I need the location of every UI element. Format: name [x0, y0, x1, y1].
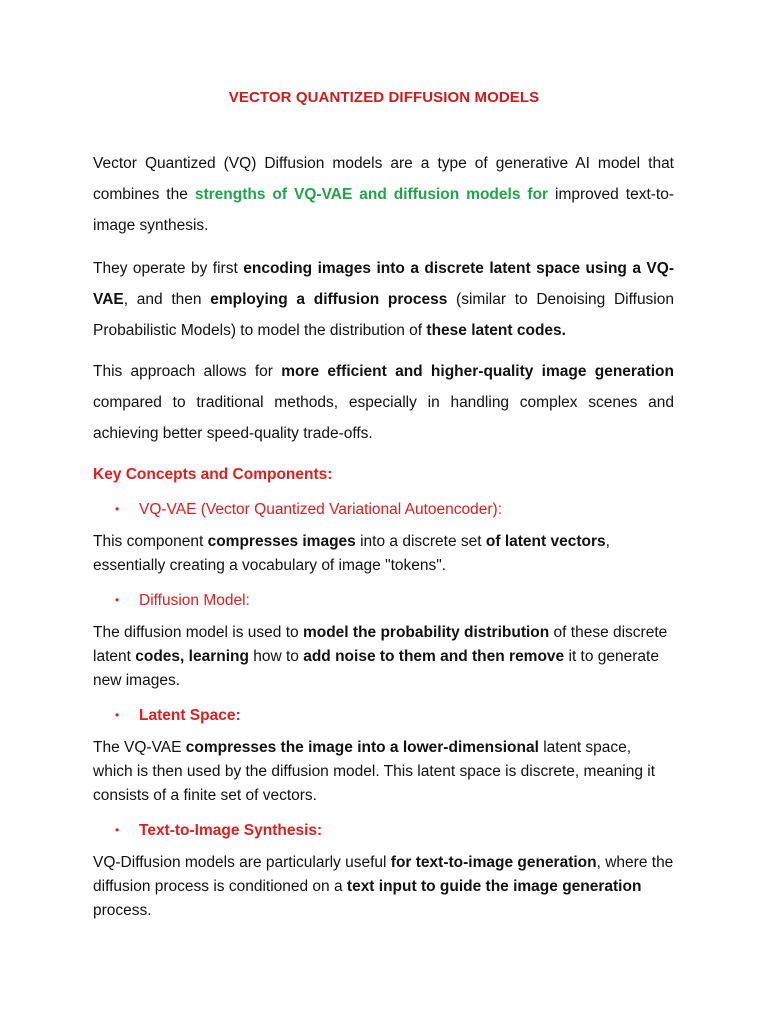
- text-run: The VQ-VAE: [93, 739, 186, 756]
- bullet-heading: Latent Space:: [139, 707, 241, 724]
- key-concepts-heading: Key Concepts and Components:: [93, 466, 333, 483]
- bold-text: more efficient and higher-quality image generation: [281, 363, 674, 380]
- text-run: VQ-Diffusion models are particularly useful: [93, 854, 391, 871]
- text-run: The diffusion model is used to: [93, 624, 303, 641]
- bullet-heading: Diffusion Model:: [139, 592, 250, 609]
- text-run: Vector Quantized (VQ) Diffusion models are a type of generative AI model that combines the: [93, 155, 674, 203]
- bullet-heading: Text-to-Image Synthesis:: [139, 822, 323, 839]
- bold-text: for text-to-image generation: [390, 854, 597, 871]
- bullet-diffusion-model: [115, 588, 250, 613]
- document-title: VECTOR QUANTIZED DIFFUSION MODELS: [228, 89, 540, 106]
- vqvae-paragraph: [93, 530, 674, 578]
- bold-text: compresses the image into a lower-dimensional: [185, 739, 539, 756]
- intro-paragraph-3: [93, 356, 674, 449]
- bullet-vqvae: [115, 497, 502, 522]
- text-run: latent space, which is then used by the diffusion model. This latent space is discrete, meaning it consists of a finite set of vectors.: [93, 739, 656, 804]
- text-run: They operate by first: [93, 260, 244, 277]
- text-run: This approach allows for: [93, 363, 282, 380]
- t2i-paragraph: [93, 851, 674, 923]
- text-run: compared to traditional methods, especially in handling complex scenes and achieving better speed-quality trade-offs.: [93, 394, 674, 442]
- text-run: of these discrete latent: [93, 624, 668, 665]
- bullet-text-to-image: [115, 818, 322, 843]
- text-run: process.: [93, 902, 152, 919]
- text-run: , essentially creating a vocabulary of image "tokens".: [93, 533, 610, 574]
- highlight-text: strengths of VQ-VAE and diffusion models for: [194, 186, 549, 203]
- bold-text: of latent vectors: [485, 533, 606, 550]
- bold-text: compresses images: [207, 533, 356, 550]
- bold-text: encoding images into a discrete latent space using a VQ-VAE: [93, 260, 674, 308]
- text-run: (similar to Denoising Diffusion Probabilistic Models) to model the distribution of: [93, 291, 674, 339]
- text-run: into a discrete set: [355, 533, 486, 550]
- bold-text: these latent codes.: [426, 322, 566, 339]
- bold-text: employing a diffusion process: [210, 291, 448, 308]
- bullet-dot: •: [115, 823, 120, 837]
- bullet-heading: VQ-VAE (Vector Quantized Variational Autoencoder):: [139, 501, 503, 518]
- text-run: how to: [248, 648, 304, 665]
- bullet-latent-space: [115, 703, 241, 728]
- bold-text: text input to guide the image generation: [346, 878, 642, 895]
- diffusion-paragraph: [93, 621, 674, 693]
- text-run: This component: [93, 533, 208, 550]
- intro-paragraph-2: [93, 253, 674, 346]
- bold-text: add noise to them and then remove: [303, 648, 565, 665]
- bold-text: codes, learning: [135, 648, 249, 665]
- text-run: , where the diffusion process is conditioned on a: [93, 854, 674, 895]
- latent-paragraph: [93, 736, 674, 808]
- text-run: improved text-to-image synthesis.: [93, 186, 674, 234]
- bullet-dot: •: [115, 502, 120, 516]
- text-run: , and then: [123, 291, 211, 308]
- bullet-dot: •: [115, 708, 120, 722]
- bold-text: model the probability distribution: [302, 624, 550, 641]
- bullet-dot: •: [115, 593, 120, 607]
- intro-paragraph-1: [93, 148, 674, 241]
- text-run: it to generate new images.: [93, 648, 659, 689]
